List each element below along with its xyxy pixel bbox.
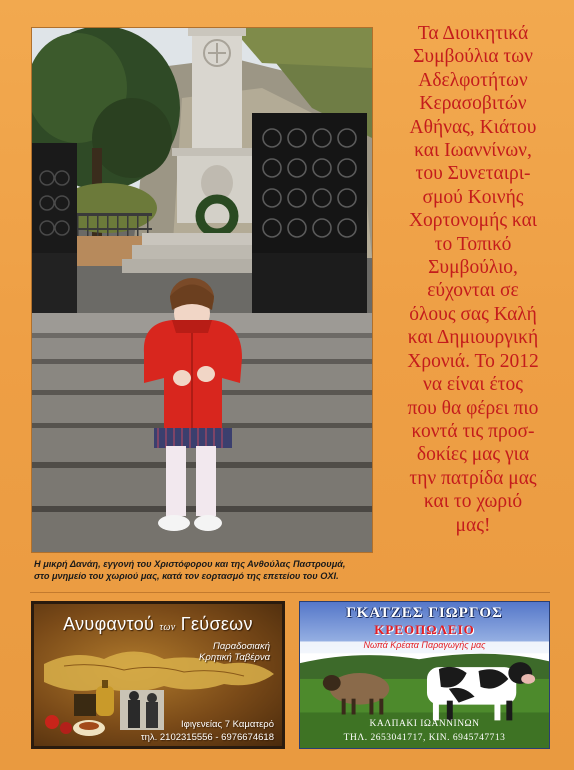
monument-photo [32, 28, 372, 552]
butcher-advertisement [299, 601, 550, 749]
taverna-name-left: Ανυφαντού [63, 614, 155, 634]
butcher-owner-name: ΓΚΑΤΖΕΣ ΓΙΩΡΓΟΣ [346, 605, 503, 621]
taverna-sub-1: Παραδοσιακή [212, 641, 270, 652]
taverna-subtitle [199, 641, 270, 663]
divider [30, 592, 550, 593]
butcher-tagline: Νωπά Κρέατα Παραγωγής μας [363, 640, 486, 650]
taverna-address: Ιφιγενείας 7 Καματερό [181, 719, 274, 730]
monument-scene-image [32, 28, 372, 552]
new-year-greeting: Τα Διοικητικά Συμβούλια των Αδελφοτήτων Κερασοβιτών Αθήνας, Κιάτου και Ιωαννίνων, του Συνεταιρι- σμού Κοινής Χορτονομής και το Τοπικό Συμβούλιο, εύχονται σε όλους σας Καλή και Δημιουργική Χρονιά. Το 2012 να είναι έτος που θα φέρει πιο κοντά τις προσ- δοκίες μας για την πατρίδα μας και το χωριό μας! [407, 23, 539, 536]
butcher-type: ΚΡΕΟΠΩΛΕΙΟ [374, 622, 475, 637]
taverna-advertisement [31, 601, 285, 749]
butcher-phone: ΤΗΛ. 2653041717, ΚΙΝ. 6945747713 [343, 733, 506, 743]
taverna-sub-2: Κρητική Ταβέρνα [199, 652, 270, 663]
photo-caption [34, 558, 384, 582]
taverna-phone: τηλ. 2102315556 - 6976674618 [140, 732, 274, 743]
taverna-name-right: Γεύσεων [180, 614, 253, 634]
caption-line-2: στο μνημείο του χωριού μας, κατά τον εορτασμό της επετείου του ΟΧΙ. [34, 571, 339, 581]
butcher-location: ΚΑΛΠΑΚΙ ΙΩΑΝΝΙΝΩΝ [369, 719, 480, 729]
caption-line-1: Η μικρή Δανάη, εγγονή του Χριστόφορου και της Ανθούλας Παστρουμά, [34, 559, 346, 569]
taverna-name [34, 614, 282, 635]
taverna-name-small: των [159, 622, 176, 633]
